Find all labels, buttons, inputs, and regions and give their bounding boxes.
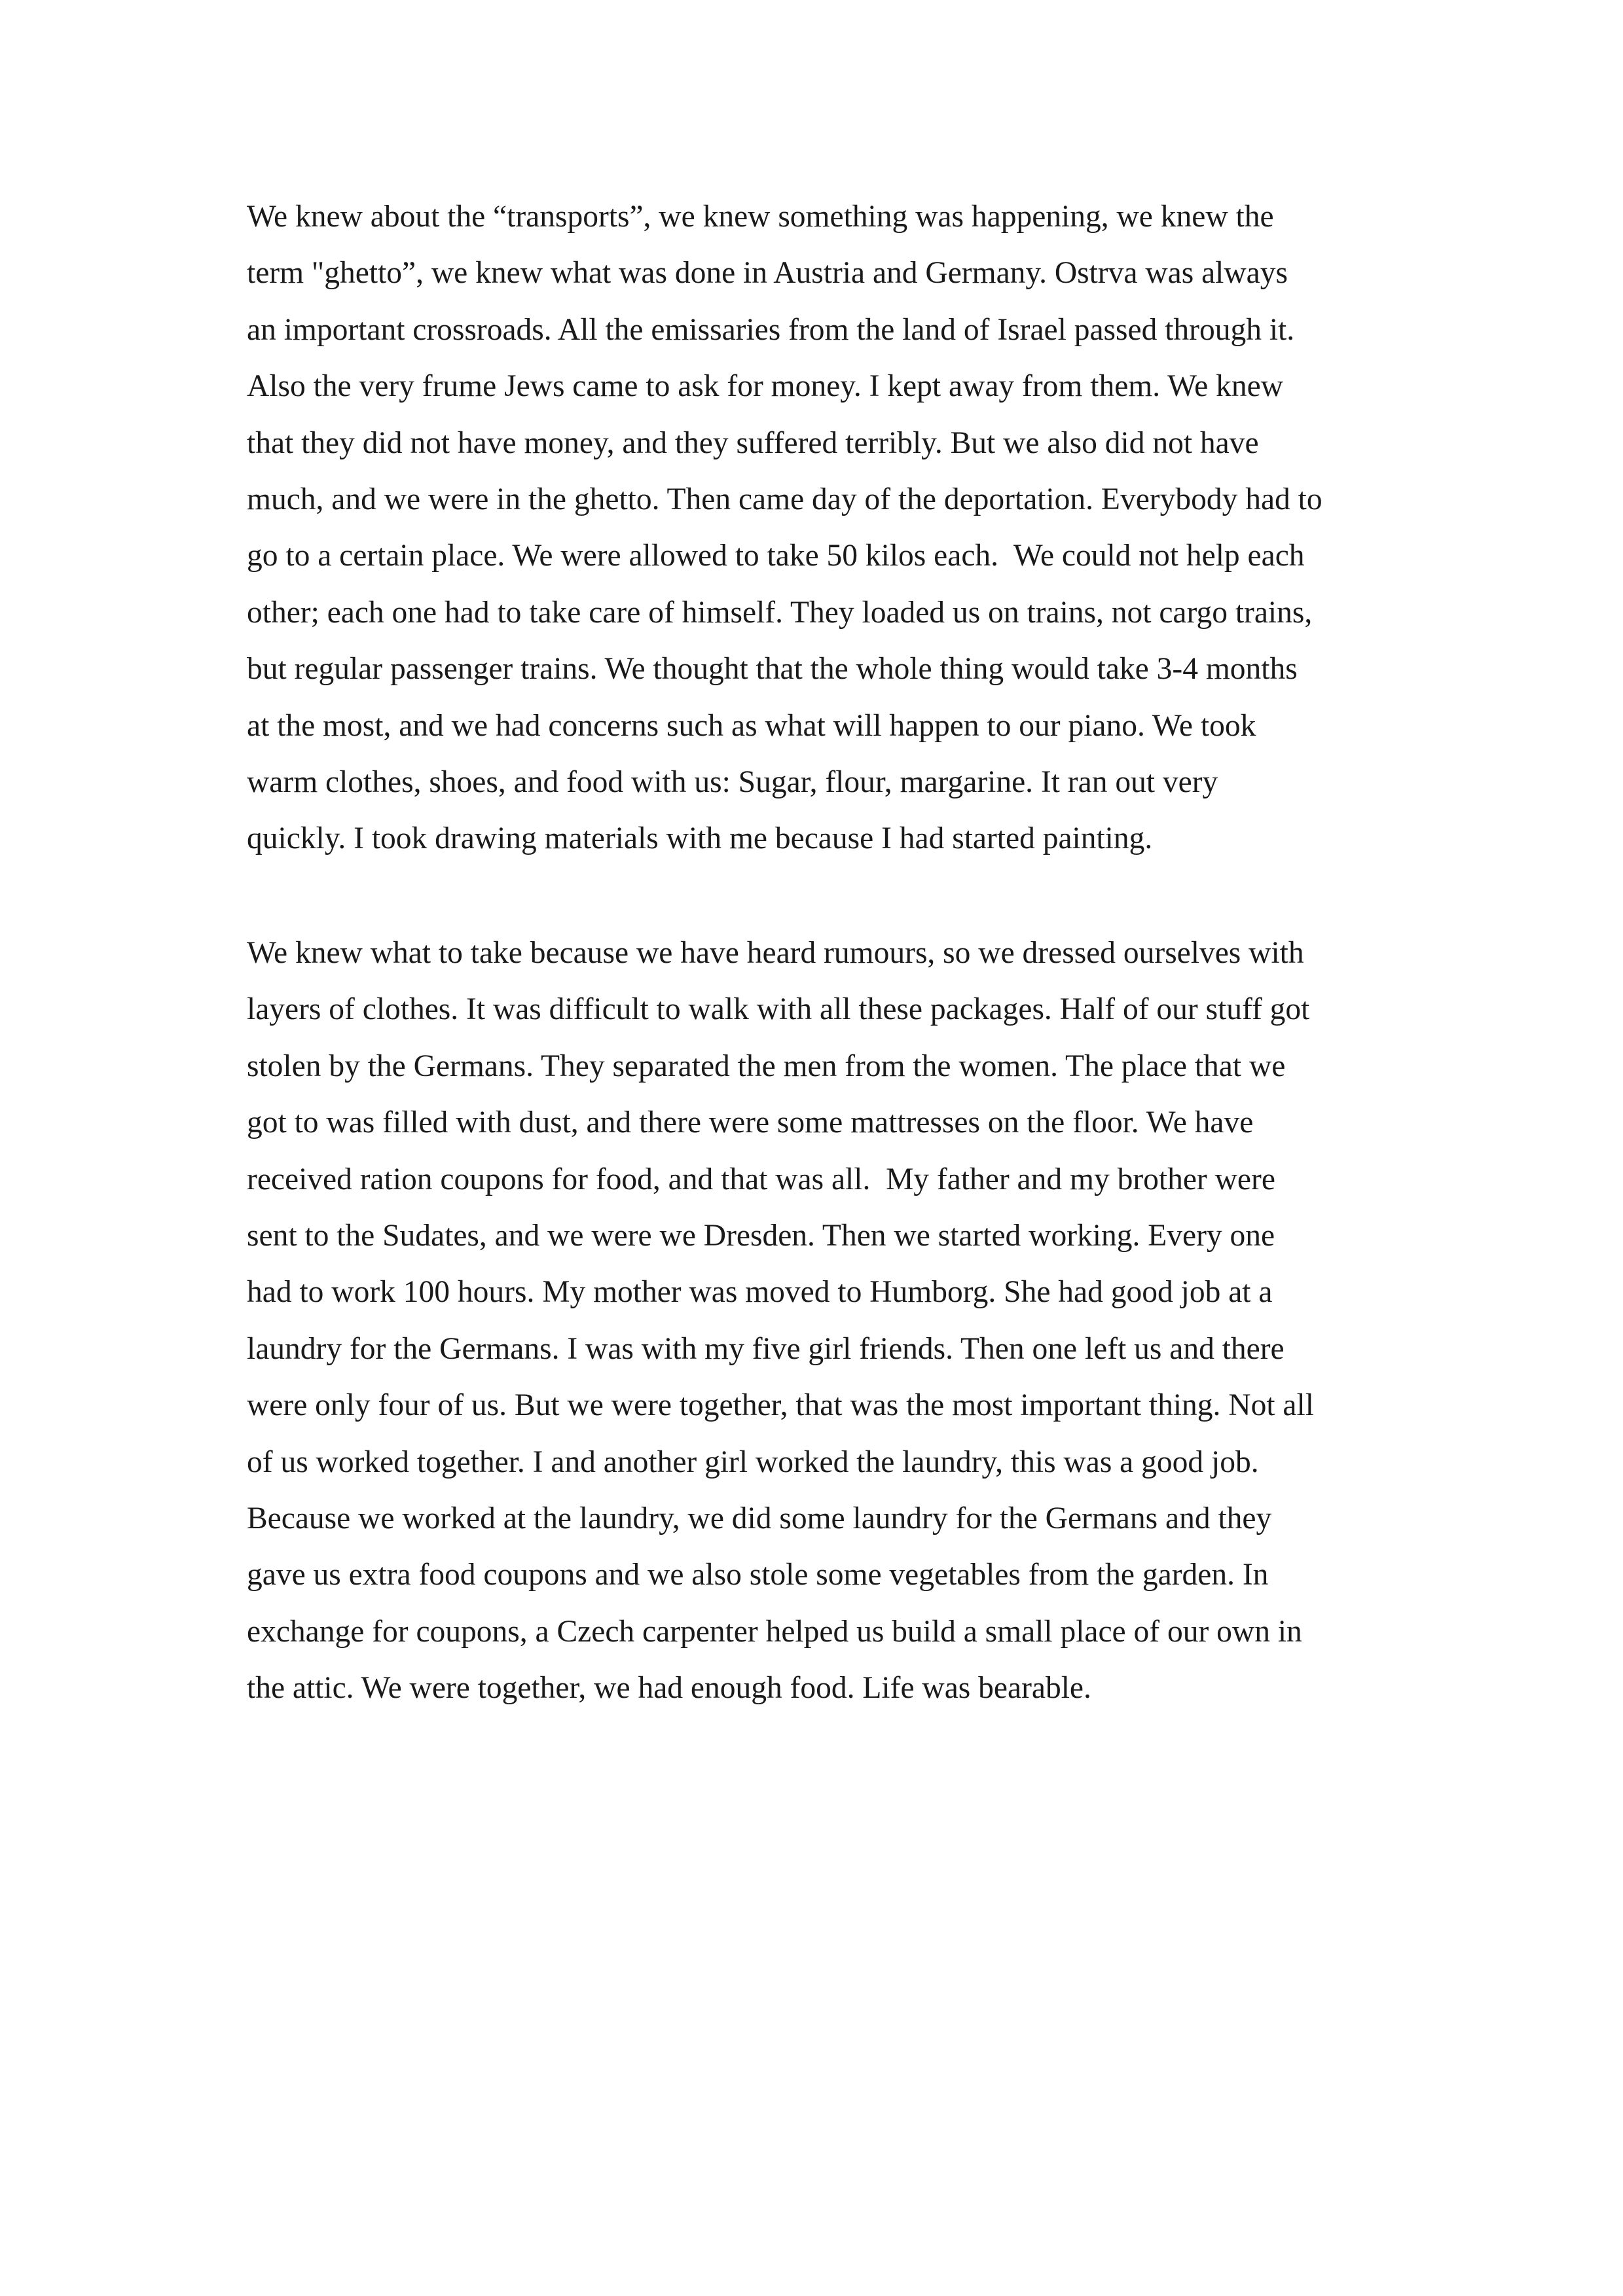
- text-line: gave us extra food coupons and we also stole some vegetables from the garden. In: [247, 1558, 1269, 1592]
- text-line: We knew about the “transports”, we knew something was happening, we knew the: [247, 200, 1274, 234]
- text-line: were only four of us. But we were together, that was the most important thing. Not all: [247, 1388, 1314, 1423]
- text-line: got to was filled with dust, and there were some mattresses on the floor. We have: [247, 1105, 1254, 1140]
- text-line: term "ghetto”, we knew what was done in Austria and Germany. Ostrva was always: [247, 256, 1288, 291]
- text-line: that they did not have money, and they suffered terribly. But we also did not have: [247, 425, 1259, 460]
- text-line: had to work 100 hours. My mother was moved to Humborg. She had good job at a: [247, 1275, 1273, 1310]
- text-line: warm clothes, shoes, and food with us: Sugar, flour, margarine. It ran out very: [247, 764, 1218, 799]
- text-line: go to a certain place. We were allowed to take 50 kilos each. We could not help each: [247, 539, 1305, 573]
- text-line: received ration coupons for food, and that was all. My father and my brother were: [247, 1162, 1275, 1196]
- text-line: sent to the Sudates, and we were we Dresden. Then we started working. Every one: [247, 1218, 1275, 1253]
- text-line: an important crossroads. All the emissaries from the land of Israel passed through it.: [247, 312, 1295, 347]
- text-line: Also the very frume Jews came to ask for money. I kept away from them. We knew: [247, 369, 1283, 404]
- text-line: exchange for coupons, a Czech carpenter helped us build a small place of our own in: [247, 1614, 1302, 1649]
- text-line: but regular passenger trains. We thought that the whole thing would take 3-4 months: [247, 652, 1298, 687]
- text-line: We knew what to take because we have heard rumours, so we dressed ourselves with: [247, 936, 1304, 970]
- text-line: laundry for the Germans. I was with my five girl friends. Then one left us and there: [247, 1331, 1285, 1366]
- text-line: at the most, and we had concerns such as what will happen to our piano. We took: [247, 708, 1256, 743]
- text-line: quickly. I took drawing materials with me because I had started painting.: [247, 821, 1153, 856]
- text-line: layers of clothes. It was difficult to walk with all these packages. Half of our stuff got: [247, 992, 1310, 1027]
- text-line: much, and we were in the ghetto. Then came day of the deportation. Everybody had to: [247, 482, 1322, 516]
- paragraph-1: [247, 188, 1389, 867]
- text-line: Because we worked at the laundry, we did some laundry for the Germans and they: [247, 1501, 1272, 1535]
- text-line: of us worked together. I and another girl worked the laundry, this was a good job.: [247, 1444, 1259, 1479]
- text-line: other; each one had to take care of himself. They loaded us on trains, not cargo trains,: [247, 595, 1313, 630]
- text-line: the attic. We were together, we had enough food. Life was bearable.: [247, 1671, 1091, 1706]
- paragraph-2: [247, 925, 1389, 1716]
- text-line: stolen by the Germans. They separated the men from the women. The place that we: [247, 1049, 1286, 1083]
